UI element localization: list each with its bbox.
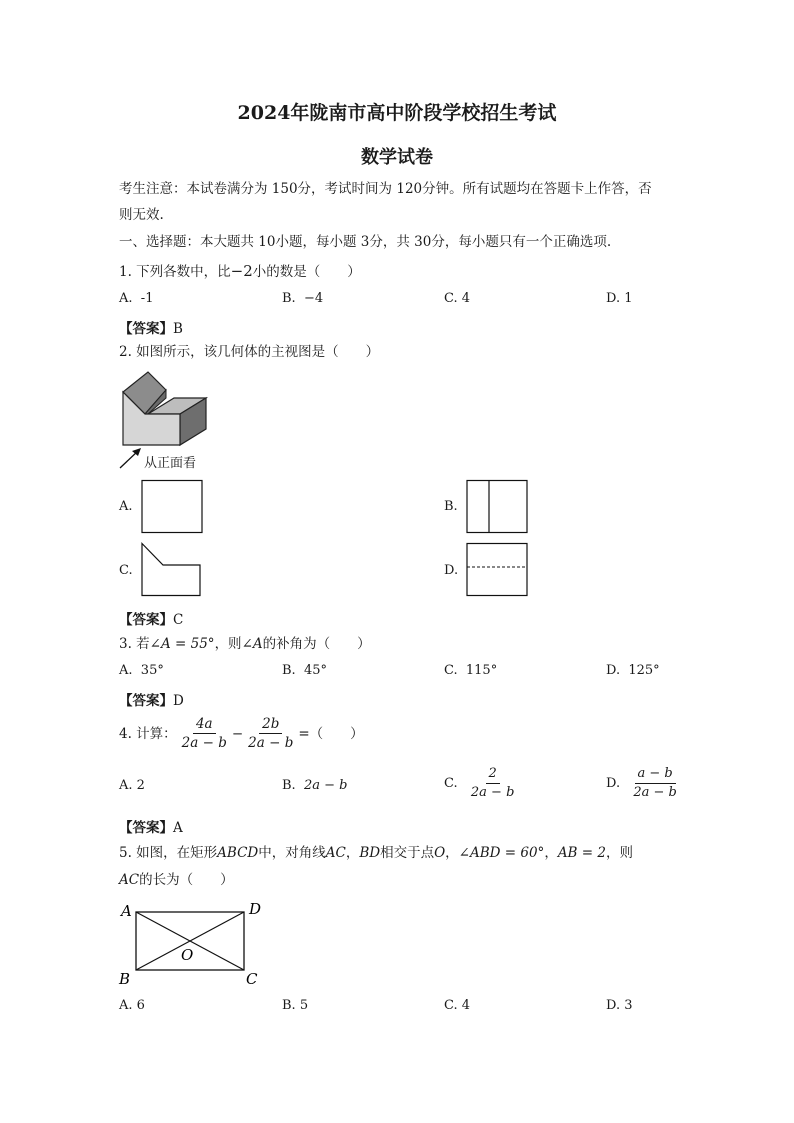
q1-option-a-value: -1 — [140, 291, 154, 306]
q5-option-c-label: C. — [444, 998, 458, 1013]
q1-option-d-value: 1 — [624, 291, 633, 306]
q4-fraction-1 — [179, 716, 230, 751]
q4-option-a-value: 2 — [136, 778, 145, 793]
q1-option-b-value: −4 — [303, 291, 324, 306]
q5-option-c — [444, 998, 470, 1013]
q3-option-d — [606, 663, 660, 678]
q4-option-c-numerator: 2 — [486, 766, 500, 784]
q1-stem-suffix: 小的数是（ ） — [252, 264, 361, 280]
q3-answer-value: D — [173, 693, 184, 709]
q5-text: 中，对角线 — [258, 845, 326, 861]
q4-answer-value: A — [173, 820, 183, 836]
q4-option-c — [444, 766, 519, 801]
q1-stem — [119, 262, 361, 281]
q5-text: ，则 — [605, 845, 633, 861]
q1-option-d — [606, 291, 633, 306]
q3-stem-suffix: 的补角为（ ） — [262, 636, 371, 652]
notice-line-2: 则无效. — [119, 207, 164, 223]
q3-option-c-label: C. — [444, 663, 458, 678]
q3-option-b-label: B. — [282, 663, 296, 678]
q5-stem-line-1 — [119, 844, 633, 862]
q5-side: AB = 2 — [557, 845, 606, 861]
q4-stem — [119, 716, 364, 751]
q5-option-a — [119, 998, 145, 1013]
q3-option-a-value: 35° — [140, 663, 164, 678]
q5-text: ， — [445, 845, 459, 861]
q2-answer — [119, 608, 183, 628]
q5-text: ， — [345, 845, 360, 861]
vertex-a-label: A — [121, 902, 132, 920]
q5-diagonal-bd: BD — [359, 845, 381, 861]
q3-stem — [119, 635, 371, 653]
q4-fraction-1-numerator: 4a — [193, 716, 216, 734]
q2-answer-value: C — [173, 612, 184, 628]
q5-option-d — [606, 998, 633, 1013]
answer-label: 【答案】 — [119, 612, 173, 628]
vertex-b-label: B — [119, 970, 131, 988]
q3-option-a — [119, 663, 164, 678]
q2-option-d-figure — [465, 542, 529, 598]
q2-option-c-label: C. — [119, 563, 133, 578]
vertex-c-label: C — [246, 970, 258, 988]
rectangle-figure — [115, 898, 275, 990]
q4-option-d-denominator: 2a − b — [633, 785, 677, 800]
vertex-d-label: D — [249, 900, 262, 918]
q4-option-b-value: 2a − b — [303, 778, 348, 793]
q4-option-b — [282, 778, 347, 793]
q5-option-a-label: A. — [119, 998, 133, 1013]
q5-diagonal-ac: AC — [325, 845, 346, 861]
q1-stem-prefix: 1. 下列各数中，比 — [119, 264, 231, 280]
q1-option-c-value: 4 — [461, 291, 471, 306]
q5-text: 5. 如图，在矩形 — [119, 845, 218, 861]
q5-option-d-label: D. — [606, 998, 621, 1013]
q2-stem: 2. 如图所示，该几何体的主视图是（ ） — [119, 344, 380, 360]
section-heading: 一、选择题：本大题共 10小题，每小题 3分，共 30分，每小题只有一个正确选项. — [119, 234, 612, 250]
q4-option-d — [606, 766, 682, 801]
q5-option-b — [282, 998, 308, 1013]
q4-option-d-numerator: a − b — [635, 766, 676, 784]
q3-option-c-value: 115° — [465, 663, 498, 678]
q5-text: 相交于点 — [380, 845, 435, 861]
q3-option-a-label: A. — [119, 663, 133, 678]
view-direction-arrow-icon — [118, 446, 144, 470]
q1-option-c — [444, 291, 470, 306]
q3-option-b-value: 45° — [303, 663, 327, 678]
q4-option-a — [119, 778, 145, 793]
q3-option-c — [444, 663, 497, 678]
q4-option-d-fraction — [630, 766, 680, 801]
answer-label: 【答案】 — [119, 820, 173, 836]
q4-option-c-label: C. — [444, 776, 458, 791]
q4-answer — [119, 816, 183, 836]
q4-option-d-label: D. — [606, 776, 621, 791]
q2-option-a-label: A. — [119, 499, 133, 514]
q1-option-c-label: C. — [444, 291, 458, 306]
q3-option-b — [282, 663, 327, 678]
q5-point-o: O — [434, 845, 446, 861]
q1-option-b — [282, 291, 323, 306]
q5-ac-ref: AC — [119, 872, 140, 888]
q5-option-b-value: 5 — [299, 998, 309, 1013]
q3-angle-ref: ∠A — [241, 636, 263, 652]
q3-option-d-value: 125° — [628, 663, 660, 678]
q4-option-a-label: A. — [119, 778, 133, 793]
q3-option-d-label: D. — [606, 663, 621, 678]
q1-answer — [119, 317, 183, 337]
q5-option-a-value: 6 — [136, 998, 145, 1013]
q2-option-b-figure — [465, 479, 529, 534]
notice-line-1: 考生注意：本试卷满分为 150分，考试时间为 120分钟。所有试题均在答题卡上作答，否 — [119, 181, 652, 197]
q4-fraction-2-denominator: 2a − b — [248, 735, 294, 751]
q4-minus-sign: − — [231, 725, 244, 742]
q4-option-b-label: B. — [282, 778, 296, 793]
q2-option-b-label: B. — [444, 499, 458, 514]
q5-option-d-value: 3 — [624, 998, 633, 1013]
q3-angle-expression: ∠A = 55° — [149, 636, 215, 652]
q4-option-c-fraction — [468, 766, 518, 801]
q4-fraction-2 — [245, 716, 296, 751]
q2-option-c-figure — [140, 542, 204, 598]
q1-option-a — [119, 291, 153, 306]
q2-option-a-figure — [140, 479, 204, 534]
q5-option-c-value: 4 — [461, 998, 471, 1013]
q1-option-b-label: B. — [282, 291, 296, 306]
q4-fraction-2-numerator: 2b — [259, 716, 282, 734]
q5-angle: ∠ABD = 60° — [458, 845, 545, 861]
q4-stem-prefix: 4. 计算： — [119, 725, 177, 742]
q4-option-c-denominator: 2a − b — [470, 785, 515, 800]
q1-answer-value: B — [173, 321, 183, 337]
q3-stem-mid: ，则 — [214, 636, 242, 652]
q1-option-a-label: A. — [119, 291, 133, 306]
q5-text: ， — [544, 845, 558, 861]
q2-option-d-label: D. — [444, 563, 459, 578]
q1-option-d-label: D. — [606, 291, 621, 306]
q3-answer — [119, 689, 184, 709]
q1-stem-number: −2 — [230, 262, 253, 280]
q5-text: 的长为（ ） — [139, 872, 234, 888]
answer-label: 【答案】 — [119, 321, 173, 337]
answer-label: 【答案】 — [119, 693, 173, 709]
q5-rectangle-name: ABCD — [217, 845, 259, 861]
q4-fraction-1-denominator: 2a − b — [181, 735, 227, 751]
q5-option-b-label: B. — [282, 998, 296, 1013]
exam-subtitle: 数学试卷 — [361, 147, 433, 168]
exam-title: 2024年陇南市高中阶段学校招生考试 — [237, 102, 557, 124]
q2-view-label: 从正面看 — [144, 456, 197, 471]
q5-stem-line-2 — [119, 871, 234, 889]
q4-stem-suffix: =（ ） — [298, 725, 364, 742]
q3-stem-prefix: 3. 若 — [119, 636, 150, 652]
center-o-label: O — [181, 946, 194, 964]
